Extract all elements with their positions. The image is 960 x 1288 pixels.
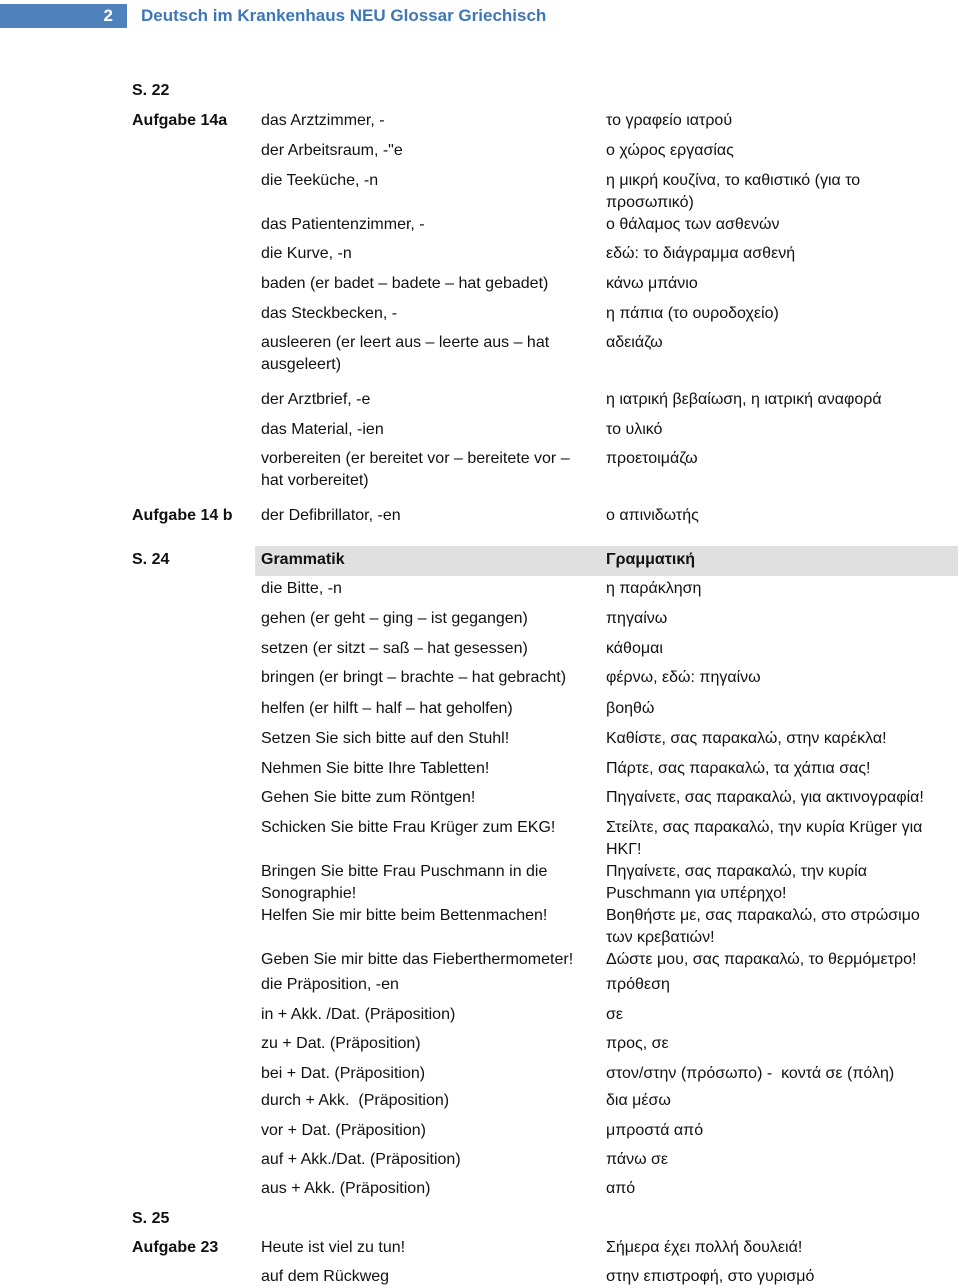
greek-translation: Καθίστε, σας παρακαλώ, στην καρέκλα! [606,730,887,747]
german-term: der Arztbrief, -e [261,391,371,408]
greek-translation: ο απινιδωτής [606,507,699,524]
greek-translation: πρόθεση [606,976,670,993]
german-term: das Material, -ien [261,421,384,438]
german-term: gehen (er geht – ging – ist gegangen) [261,610,528,627]
greek-translation: πηγαίνω [606,610,668,627]
page-header [0,0,960,32]
greek-translation: μπροστά από [606,1122,704,1139]
greek-translation: από [606,1180,636,1197]
german-term: aus + Akk. (Präposition) [261,1180,431,1197]
german-term: die Präposition, -en [261,976,399,993]
greek-translation: Πηγαίνετε, σας παρακαλώ, την κυρία Puschmann για υπέρηχο! [606,863,867,902]
german-term: bei + Dat. (Präposition) [261,1065,426,1082]
greek-translation: το υλικό [606,421,663,438]
section-label: S. 25 [132,1210,170,1227]
german-term: der Defibrillator, -en [261,507,401,524]
german-term: zu + Dat. (Präposition) [261,1035,421,1052]
greek-translation: ο θάλαμος των ασθενών [606,216,780,233]
greek-translation: φέρνω, εδώ: πηγαίνω [606,669,761,686]
document-title: Deutsch im Krankenhaus NEU Glossar Griechisch [141,6,547,25]
greek-translation: Δώστε μου, σας παρακαλώ, το θερμόμετρο! [606,951,917,968]
german-term: durch + Akk. (Präposition) [261,1092,450,1109]
german-term: setzen (er sitzt – saß – hat gesessen) [261,640,528,657]
greek-translation: πάνω σε [606,1151,669,1168]
german-term: der Arbeitsraum, -"e [261,142,403,159]
german-term: das Arztzimmer, - [261,112,385,129]
german-term: die Kurve, -n [261,245,352,262]
exercise-label: Aufgabe 14 b [132,507,233,524]
greek-translation: στην επιστροφή, στο γυρισμό [606,1268,815,1285]
greek-translation: προετοιμάζω [606,450,698,467]
greek-translation: Σήμερα έχει πολλή δουλειά! [606,1239,803,1256]
german-term: vorbereiten (er bereitet vor – bereitete vor – hat vorbereitet) [261,450,570,489]
greek-translation: εδώ: το διάγραμμα ασθενή [606,245,796,262]
german-term: das Patientenzimmer, - [261,216,425,233]
greek-translation: το γραφείο ιατρού [606,112,733,129]
german-term: auf dem Rückweg [261,1268,390,1285]
german-term: ausleeren (er leert aus – leerte aus – hat ausgeleert) [261,334,550,373]
exercise-label: Aufgabe 14a [132,112,228,129]
greek-translation: η ιατρική βεβαίωση, η ιατρική αναφορά [606,391,882,408]
greek-translation: σε [606,1006,624,1023]
section-label: S. 22 [132,82,170,99]
german-term: bringen (er bringt – brachte – hat gebracht) [261,669,567,686]
german-term: in + Akk. /Dat. (Präposition) [261,1006,456,1023]
greek-translation: Πηγαίνετε, σας παρακαλώ, για ακτινογραφία! [606,789,924,806]
greek-translation: δια μέσω [606,1092,671,1109]
page-number: 2 [0,4,127,28]
german-term: Nehmen Sie bitte Ihre Tabletten! [261,760,490,777]
german-term: Schicken Sie bitte Frau Krüger zum EKG! [261,819,556,836]
german-term: baden (er badet – badete – hat gebadet) [261,275,549,292]
greek-translation: κάνω μπάνιο [606,275,698,292]
greek-translation: ο χώρος εργασίας [606,142,734,159]
german-term: Gehen Sie bitte zum Röntgen! [261,789,476,806]
exercise-label: Aufgabe 23 [132,1239,219,1256]
greek-translation: Στείλτε, σας παρακαλώ, την κυρία Krüger για ΗΚΓ! [606,819,923,858]
german-term: Geben Sie mir bitte das Fieberthermometer! [261,951,574,968]
greek-translation: αδειάζω [606,334,663,351]
section-label: S. 24 [132,551,170,568]
greek-translation: προς, σε [606,1035,669,1052]
german-term: die Bitte, -n [261,580,342,597]
greek-translation: η παράκληση [606,580,702,597]
greek-translation: βοηθώ [606,700,655,717]
greek-translation: Βοηθήστε με, σας παρακαλώ, στο στρώσιμο των κρεβατιών! [606,907,920,946]
grammar-heading-el: Γραμματική [606,551,696,568]
german-term: Helfen Sie mir bitte beim Bettenmachen! [261,907,548,924]
german-term: Bringen Sie bitte Frau Puschmann in die Sonographie! [261,863,548,902]
german-term: Setzen Sie sich bitte auf den Stuhl! [261,730,510,747]
german-term: helfen (er hilft – half – hat geholfen) [261,700,513,717]
greek-translation: Πάρτε, σας παρακαλώ, τα χάπια σας! [606,760,871,777]
german-term: vor + Dat. (Präposition) [261,1122,426,1139]
german-term: die Teeküche, -n [261,172,379,189]
german-term: auf + Akk./Dat. (Präposition) [261,1151,461,1168]
greek-translation: στον/στην (πρόσωπο) - κοντά σε (πόλη) [606,1065,895,1082]
greek-translation: η μικρή κουζίνα, το καθιστικό (για το προσωπικό) [606,172,861,211]
greek-translation: η πάπια (το ουροδοχείο) [606,305,779,322]
german-term: das Steckbecken, - [261,305,398,322]
german-term: Heute ist viel zu tun! [261,1239,406,1256]
greek-translation: κάθομαι [606,640,663,657]
grammar-heading-de: Grammatik [261,551,345,568]
